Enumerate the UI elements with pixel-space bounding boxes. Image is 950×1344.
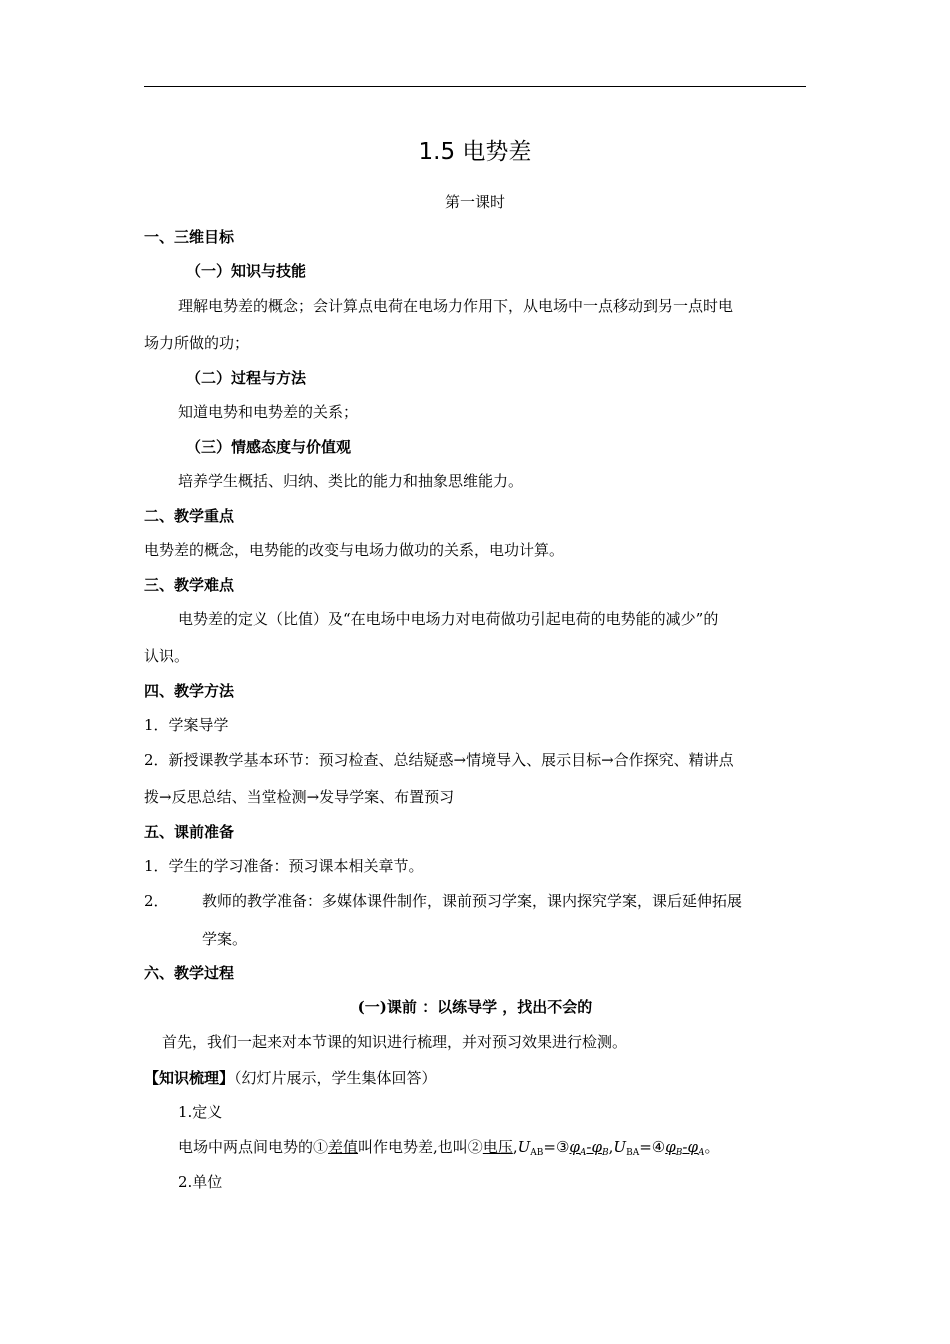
section-4-item-1: 1．学案导学 <box>144 716 229 734</box>
page-title: 1.5 电势差 <box>418 139 532 165</box>
subscript-a-2: A <box>697 1148 705 1158</box>
equals-3: =③ <box>543 1138 570 1156</box>
header-rule <box>144 86 806 87</box>
phi-a-2: φ <box>687 1138 698 1156</box>
paragraph-2: 知道电势和电势差的关系； <box>178 403 359 421</box>
period: 。 <box>704 1138 720 1156</box>
phi-b-2: φ <box>665 1138 676 1156</box>
section-6-paragraph: 首先，我们一起来对本节课的知识进行梳理，并对预习效果进行检测。 <box>162 1033 628 1051</box>
subscript-ab: AB <box>530 1148 544 1158</box>
section-3-paragraph-line-2: 认识。 <box>144 647 190 665</box>
subscript-ba: BA <box>626 1148 640 1158</box>
section-5-item-2-line-2: 学案。 <box>202 930 248 948</box>
section-5-item-2-number: 2． <box>144 892 169 910</box>
answer-1: 差值 <box>328 1138 359 1156</box>
knowledge-review-label: 【知识梳理】 <box>144 1069 235 1087</box>
answer-4 <box>665 1138 704 1156</box>
answer-2: 电压 <box>482 1138 513 1156</box>
subtitle: 第一课时 <box>444 193 505 211</box>
paragraph-3: 培养学生概括、归纳、类比的能力和抽象思维能力。 <box>178 472 524 490</box>
minus-1: - <box>586 1138 592 1156</box>
section-5-item-2-line-1: 教师的教学准备：多媒体课件制作，课前预习学案，课内探究学案，课后延伸拓展 <box>202 892 743 910</box>
definition-text-2: 叫作电势差,也叫② <box>358 1138 483 1156</box>
section-1-heading: 一、三维目标 <box>144 228 235 246</box>
section-5-heading: 五、课前准备 <box>144 823 235 841</box>
knowledge-review-note: （幻灯片展示，学生集体回答） <box>234 1069 437 1087</box>
symbol-u-ba: U <box>613 1138 627 1156</box>
section-1-subheading-3: （三）情感态度与价值观 <box>186 438 352 456</box>
comma-2: , <box>608 1138 614 1156</box>
definition-text-1: 电场中两点间电势的① <box>178 1138 329 1156</box>
definition-line <box>178 1137 719 1157</box>
definition-number: 1.定义 <box>178 1103 223 1121</box>
knowledge-review-line <box>144 1068 437 1088</box>
paragraph-1-line-1: 理解电势差的概念；会计算点电荷在电场力作用下，从电场中一点移动到另一点时电 <box>178 297 734 315</box>
comma-1: , <box>512 1138 518 1156</box>
subscript-b: B <box>602 1148 609 1158</box>
phi-a: φ <box>569 1138 580 1156</box>
phi-b: φ <box>591 1138 603 1156</box>
section-6-heading: 六、教学过程 <box>144 964 235 982</box>
answer-3 <box>569 1138 608 1156</box>
section-4-item-2-line-1: 2．新授课教学基本环节：预习检查、总结疑惑→情境导入、展示目标→合作探究、精讲点 <box>144 751 734 769</box>
subscript-b-2: B <box>675 1148 683 1158</box>
section-5-item-1: 1．学生的学习准备：预习课本相关章节。 <box>144 857 424 875</box>
section-1-subheading-2: （二）过程与方法 <box>186 369 307 387</box>
minus-2: - <box>682 1138 688 1156</box>
section-3-heading: 三、教学难点 <box>144 576 235 594</box>
section-1-subheading-1: （一）知识与技能 <box>186 262 307 280</box>
section-3-paragraph-line-1: 电势差的定义（比值）及“在电场中电场力对电荷做功引起电荷的电势能的减少”的 <box>178 610 719 628</box>
section-2-paragraph: 电势差的概念，电势能的改变与电场力做功的关系，电功计算。 <box>144 541 565 559</box>
section-4-heading: 四、教学方法 <box>144 682 235 700</box>
section-4-item-2-line-2: 拨→反思总结、当堂检测→发导学案、布置预习 <box>144 788 455 806</box>
symbol-u-ab: U <box>517 1138 531 1156</box>
paragraph-1-line-2: 场力所做的功； <box>144 334 250 352</box>
equals-4: =④ <box>639 1138 666 1156</box>
section-2-heading: 二、教学重点 <box>144 507 235 525</box>
unit-number: 2.单位 <box>178 1173 223 1191</box>
subscript-a: A <box>579 1148 587 1158</box>
section-6-subheading: (一)课前 ：以练导学 ，找出不会的 <box>357 998 593 1016</box>
